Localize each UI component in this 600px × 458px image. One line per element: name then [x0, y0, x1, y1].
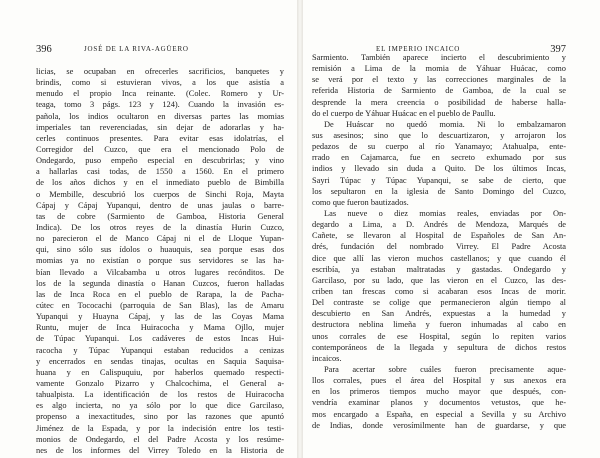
text-line: cerles continuos presentes. Para evitar esas idolatrías, el	[36, 133, 284, 143]
text-line: momias ya no existían o porque sus servidores se las ha-	[36, 256, 284, 266]
text-line: es algo incierta, no ya sólo por lo que dice Garcilaso,	[36, 401, 284, 411]
text-line: degardo a Lima, a D. Andrés de Mendoza, Marqués de	[312, 220, 566, 230]
text-line: Jiménez de la Espada, y por la indecisión entre los testi-	[36, 423, 284, 433]
text-line: dice que allí las vieron muchos castellanos; y que cuando él	[312, 253, 566, 263]
text-line: escribía, ya estaban maltratadas y gastadas. Ondegardo y	[312, 264, 566, 274]
text-line: a hallarlas casi todas, de 1550 a 1560. En el primero	[36, 167, 284, 177]
text-line: pedazos de su cuerpo al río Yanamayo; Atahualpa, ente-	[312, 142, 566, 152]
text-line: tahualpista. La identificación de los restos de Huiracocha	[36, 390, 284, 400]
text-line: monios de Ondegardo, el del Padre Acosta y los resúme-	[36, 434, 284, 444]
right-page-number: 397	[550, 44, 566, 55]
text-line: Runtu, mujer de Inca Huiracocha y Mama Ojllo, mujer	[36, 323, 284, 333]
text-line: pañola, los indios ocultaron en diversas partes las momias	[36, 111, 284, 121]
text-line: De Huáscar no quedó momia. Ni lo embalzamaron	[324, 119, 566, 129]
text-line: Garcilaso, por su lado, que las vieron en el Cuzco, las des-	[312, 275, 566, 285]
text-line: imperiales tan reverenciadas, sin dejar de adorarlas y ha-	[36, 122, 284, 132]
left-page-body-text	[36, 66, 284, 456]
text-line: teaga, tomo 3 págs. 123 y 124). Cuando la invasión es-	[36, 100, 284, 110]
text-line: Sayri Túpac y Túpac Yupanqui, se sabe de cierto, que	[312, 175, 566, 185]
text-line: drés, fundación del nombrado Virrey. El Padre Acosta	[312, 242, 566, 252]
text-line: desprende la mera creencia o posibilidad de haberse halla-	[312, 97, 566, 107]
text-line: incaicos.	[312, 353, 342, 363]
text-line: contemporáneos de la llegada y sepultura de dichos restos	[312, 342, 566, 352]
text-line: de los años dichos y en el inmediato pueblo de Bimbilla	[36, 178, 284, 188]
text-line: los de la segunda dinastía o Hanan Cuzcos, fueron halladas	[36, 278, 284, 288]
text-line: brindis, como si estuvieran vivos, a los que asistía a	[36, 78, 284, 88]
text-line: huana y en Calispuquiu, por haberlos quemado respecti-	[36, 367, 284, 377]
text-line: Sarmiento. También aparece incierto el descubrimiento y	[312, 53, 566, 62]
left-page-number: 396	[36, 44, 52, 55]
text-line: propenso a inexactitudes, sino por las razones que apuntó	[36, 412, 284, 422]
text-line: vendría examinar planos y documentos vetustos, que he-	[312, 398, 566, 408]
text-line: Cañete, se llevaron al Hospital de Españoles de San An-	[312, 231, 566, 241]
text-line: licias, se ocupaban en ofrecerles sacrificios, banquetes y	[36, 67, 284, 76]
text-line: destructora neblina limeña y fueron inhumadas al cabo en	[312, 320, 566, 330]
text-line: se verá por el texto y las correcciones marginales de la	[312, 75, 566, 85]
text-line: Corregidor del Cuzco, que era el mencionado Polo de	[36, 144, 284, 154]
text-line: de Indias, donde verosímilmente han de guardarse, y que	[312, 420, 566, 430]
left-page	[36, 0, 284, 458]
text-line: como que fueron bautizados.	[312, 197, 409, 207]
text-line: las de Inca Roca en el pueblo de Rarapa, la de Pacha-	[36, 289, 284, 299]
text-line: criben tan frescas como si acabaran esos Incas de morir.	[312, 286, 566, 296]
text-line: Indica). De los otros reyes de la dinastía Hurin Cuzco,	[36, 222, 284, 232]
text-line: vamente Gonzalo Pizarro y Chalcochima, el General a-	[36, 378, 284, 388]
text-line: qui, sino sólo sus ídolos o huauquis, sea porque esas dos	[36, 245, 284, 255]
text-line: referida Historia de Sarmiento de Gamboa, de la cual se	[312, 86, 566, 96]
text-line: llos corrales, pues el área del Hospital y sus anexos era	[312, 376, 566, 386]
right-page-body-text	[312, 52, 566, 431]
text-line: tas de cobre (Sarmiento de Gamboa, Historia General	[36, 211, 284, 221]
text-line: y encerrados en sendas tinajas, ocultas en Saquia Saquisa-	[36, 356, 284, 366]
text-line: en los primeros tiempos mucho mayor que después, con-	[312, 387, 566, 397]
text-line: cútec en Tococachi (parroquia de San Blas), las de Amaru	[36, 300, 284, 310]
book-gutter	[297, 0, 303, 458]
text-line: unos corrales de ese Hospital, según lo repiten varios	[312, 331, 566, 341]
text-line: Cápaj y Cápaj Yupanqui, dentro de unas jaulas o barre-	[36, 200, 284, 210]
right-running-head: EL IMPERIO INCAICO	[376, 45, 461, 53]
text-line: menudo el propio Inca reinante. (Colec. Romero y Ur-	[36, 89, 284, 99]
text-line: racocha y Túpac Yupanqui estaban reducidos a cenizas	[36, 345, 284, 355]
text-line: los sepultaron en la iglesia de Santo Domingo del Cuzco,	[312, 186, 566, 196]
text-line: de Túpac Yupanqui. Los cadáveres de estos Incas Hui-	[36, 334, 284, 344]
left-page-header	[36, 44, 284, 56]
text-line: bían llevado a Vilcabamba u otros lugares recónditos. De	[36, 267, 284, 277]
text-line: remisión a Lima de la momia de Yáhuar Huácac, como	[312, 64, 566, 74]
text-line: o Membille, descubrió los cuerpos de Sinchi Roja, Mayta	[36, 189, 284, 199]
text-line: indios y llevado sin duda a Quito. De los últimos Incas,	[312, 164, 566, 174]
text-line: rrado en Cajamarca, fue en secreto exhumado por sus	[312, 153, 566, 163]
text-line: Del contraste se colige que permanecieron algún tiempo al	[312, 298, 566, 308]
text-line: no parecieron el de Manco Cápaj ni el de Lloque Yupan-	[36, 234, 284, 244]
text-line: nes de los informes del Virrey Toledo en la Historia de	[36, 445, 284, 455]
right-page	[312, 0, 566, 458]
left-running-head: JOSÉ DE LA RIVA-AGÜERO	[84, 45, 189, 53]
text-line: descubierto en San Andrés, expuestas a la humedad y	[312, 309, 566, 319]
text-line: Para acertar sobre cuáles fueron precisamente aque-	[324, 364, 566, 374]
text-line: sus asesinos; sino que lo descuartizaron, y arrojaron los	[312, 130, 566, 140]
text-line: Ondegardo, puso empeño especial en descubrirlas; y vino	[36, 156, 284, 166]
text-line: Yupanqui y Huayna Cápaj, y las de las Coyas Mama	[36, 312, 284, 322]
text-line: mos encargado a España, en especial a Sevilla y su Archivo	[312, 409, 566, 419]
text-line: Las nueve o diez momias reales, enviadas por On-	[324, 208, 566, 218]
text-line: do el cuerpo de Yáhuar Huácac en el pueblo de Paullu.	[312, 108, 496, 118]
